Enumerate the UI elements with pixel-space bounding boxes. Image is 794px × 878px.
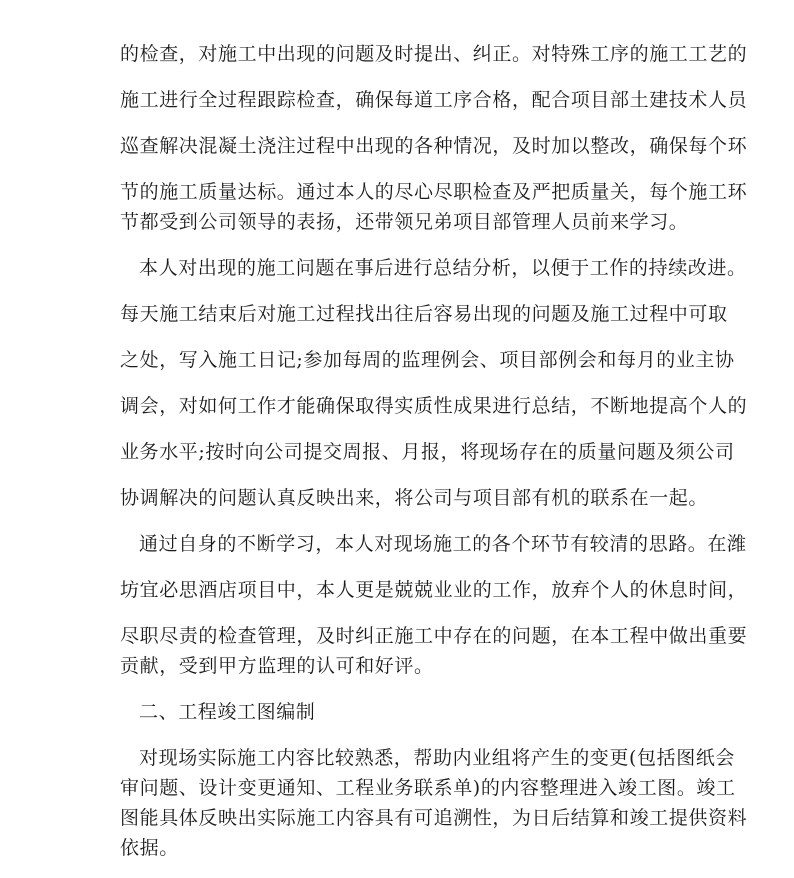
paragraph-first-line: 对现场实际施工内容比较熟悉，帮助内业组将产生的变更(包括图纸会 xyxy=(139,747,736,769)
text-line: 之处，写入施工日记;参加每周的监理例会、项目部例会和每月的业主协 xyxy=(120,349,735,371)
text-line: 审问题、设计变更通知、工程业务联系单)的内容整理进入竣工图。竣工 xyxy=(120,777,736,799)
text-line: 调会，对如何工作才能确保取得实质性成果进行总结，不断地提高个人的 xyxy=(120,395,748,417)
text-line: 每天施工结束后对施工过程找出往后容易出现的问题及施工过程中可取 xyxy=(120,303,728,325)
section-heading: 二、工程竣工图编制 xyxy=(139,701,316,723)
text-line: 图能具体反映出实际施工内容具有可追溯性，为日后结算和竣工提供资料 xyxy=(120,807,748,829)
text-line: 业务水平;按时向公司提交周报、月报，将现场存在的质量问题及须公司 xyxy=(120,441,735,463)
text-line: 坊宜必思酒店项目中，本人更是兢兢业业的工作，放弃个人的休息时间， xyxy=(120,579,748,601)
paragraph-first-line: 通过自身的不断学习，本人对现场施工的各个环节有较清的思路。在潍 xyxy=(139,533,747,555)
text-line: 依据。 xyxy=(120,837,179,859)
text-line: 节都受到公司领导的表扬，还带领兄弟项目部管理人员前来学习。 xyxy=(120,211,689,233)
text-line: 巡查解决混凝土浇注过程中出现的各种情况，及时加以整改，确保每个环 xyxy=(120,135,748,157)
paragraph-first-line: 本人对出现的施工问题在事后进行总结分析，以便于工作的持续改进。 xyxy=(139,257,747,279)
text-line: 贡献，受到甲方监理的认可和好评。 xyxy=(120,655,434,677)
text-line: 施工进行全过程跟踪检查，确保每道工序合格，配合项目部土建技术人员 xyxy=(120,89,748,111)
text-line: 尽职尽责的检查管理，及时纠正施工中存在的问题，在本工程中做出重要 xyxy=(120,625,748,647)
text-line: 节的施工质量达标。通过本人的尽心尽职检查及严把质量关，每个施工环 xyxy=(120,181,748,203)
text-line: 协调解决的问题认真反映出来，将公司与项目部有机的联系在一起。 xyxy=(120,487,709,509)
text-line: 的检查，对施工中出现的问题及时提出、纠正。对特殊工序的施工工艺的 xyxy=(120,43,748,65)
